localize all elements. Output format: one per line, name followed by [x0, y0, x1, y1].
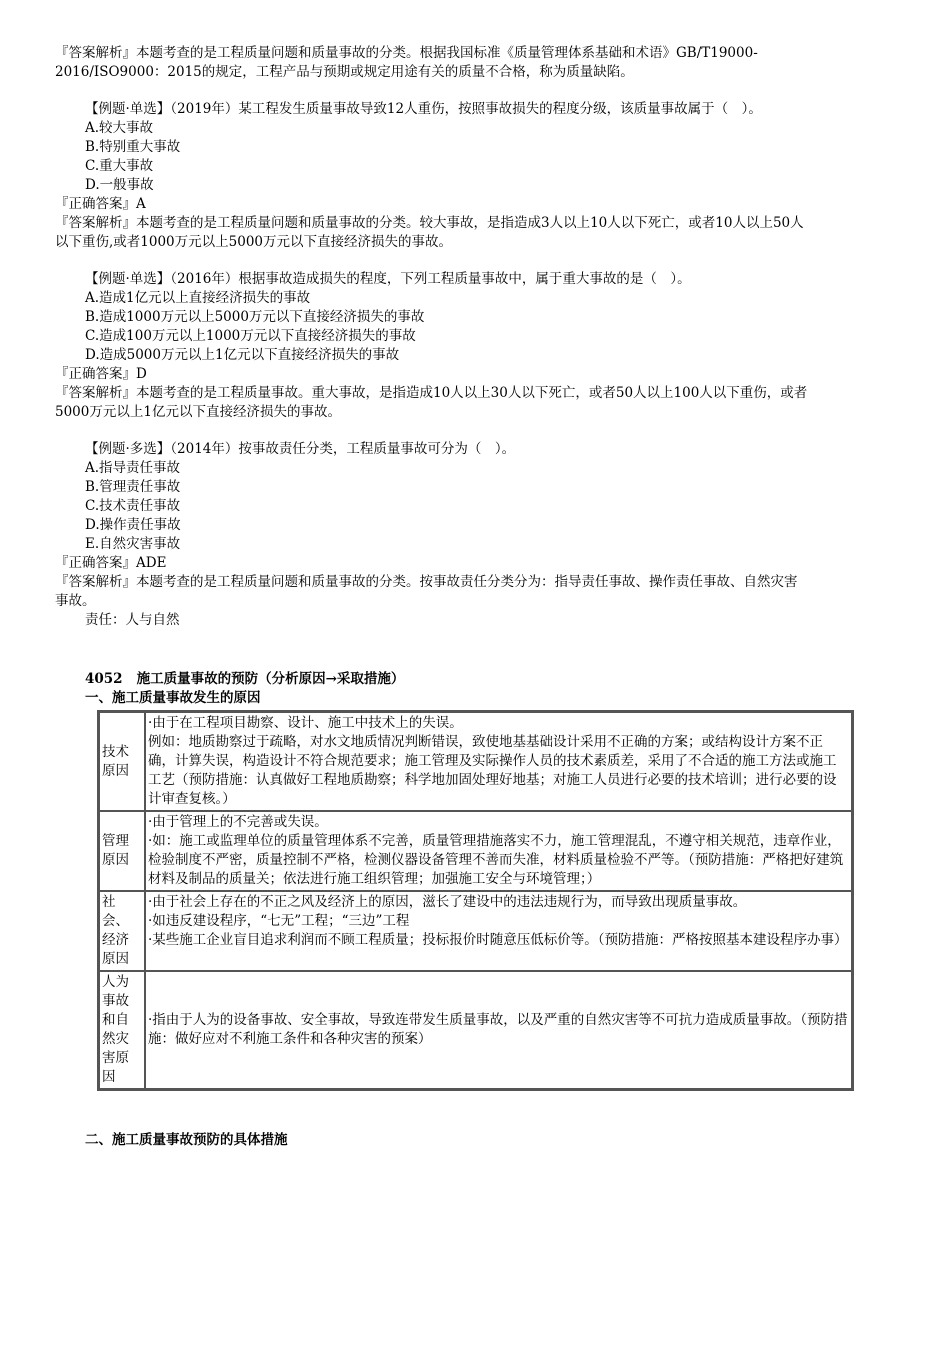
option-c: C.技术责任事故 — [85, 498, 181, 514]
causes-table — [97, 710, 854, 1091]
content-cell: ·由于管理上的不完善或失误。 ·如：施工或监理单位的质量管理体系不完善，质量管理措施落实不力，施工管理混乱，不遵守相关规范，违章作业，检验制度不严密，质量控制不严格，检测仪器设备管理不善而失准，材料质量检验不严等。（预防措施：严格把好建筑材料及制品的质量关；依法进行施工组织管理；加强施工安全与环境管理；） — [145, 811, 852, 891]
subsection-causes-heading: 一、施工质量事故发生的原因 — [85, 690, 261, 706]
table-row — [99, 971, 852, 1089]
category-cell: 社 会、 经济 原因 — [99, 891, 145, 971]
option-d: D.一般事故 — [85, 177, 154, 193]
option-d: D.操作责任事故 — [85, 517, 181, 533]
category-cell: 技术 原因 — [99, 712, 145, 811]
question-stem: 【例题·单选】（2019年）某工程发生质量事故导致12人重伤，按照事故损失的程度分级，该质量事故属于（ ）。 — [85, 101, 762, 117]
content-cell: ·由于在工程项目勘察、设计、施工中技术上的失误。 例如：地质勘察过于疏略，对水文地质情况判断错误，致使地基基础设计采用不正确的方案；或结构设计方案不正确，计算失误，构造设计不符合规范要求；施工管理及实际操作人员的技术素质差，采用了不合适的施工方法或施工工艺（预防措施：认真做好工程地质勘察；科学地加固处理好地基；对施工人员进行必要的技术培训；进行必要的设计审查复核。） — [145, 712, 852, 811]
option-b: B.管理责任事故 — [85, 479, 181, 495]
question-stem: 【例题·单选】（2016年）根据事故造成损失的程度，下列工程质量事故中，属于重大事故的是（ ）。 — [85, 271, 691, 287]
section-heading — [55, 670, 900, 689]
option-a: A.指导责任事故 — [85, 460, 181, 476]
option-a: A.较大事故 — [85, 120, 154, 136]
category-cell: 人为 事故 和自 然灾 害原 因 — [99, 971, 145, 1089]
content-cell: ·指由于人为的设备事故、安全事故，导致连带发生质量事故，以及严重的自然灾害等不可抗力造成质量事故。（预防措施：做好应对不利施工条件和各种灾害的预案） — [145, 971, 852, 1089]
correct-answer: 『正确答案』ADE — [55, 555, 167, 571]
option-e: E.自然灾害事故 — [85, 536, 181, 552]
intro-analysis-line2: 2016/ISO9000：2015的规定，工程产品与预期或规定用途有关的质量不合格，称为质量缺陷。 — [55, 64, 634, 80]
responsibility-note: 责任：人与自然 — [85, 612, 180, 628]
answer-analysis-line2: 5000万元以上1亿元以下直接经济损失的事故。 — [55, 404, 341, 420]
question-3 — [55, 440, 900, 630]
answer-analysis-line2: 以下重伤,或者1000万元以上5000万元以下直接经济损失的事故。 — [55, 234, 453, 250]
table-row — [99, 891, 852, 971]
answer-analysis-line1: 『答案解析』本题考查的是工程质量问题和质量事故的分类。较大事故，是指造成3人以上10人以下死亡，或者10人以上50人 — [55, 215, 804, 231]
category-cell: 管理 原因 — [99, 811, 145, 891]
table-row — [99, 811, 852, 891]
question-1 — [55, 100, 900, 252]
answer-analysis-line1: 『答案解析』本题考查的是工程质量事故。重大事故，是指造成10人以上30人以下死亡，或者50人以上100人以下重伤，或者 — [55, 385, 808, 401]
correct-answer: 『正确答案』A — [55, 196, 146, 212]
section-title: 施工质量事故的预防（分析原因→采取措施） — [136, 671, 405, 687]
option-d: D.造成5000万元以上1亿元以下直接经济损失的事故 — [85, 347, 400, 363]
option-c: C.造成100万元以上1000万元以下直接经济损失的事故 — [85, 328, 416, 344]
question-2 — [55, 270, 900, 422]
option-a: A.造成1亿元以上直接经济损失的事故 — [85, 290, 311, 306]
table-row — [99, 712, 852, 811]
intro-analysis-line1: 『答案解析』本题考查的是工程质量问题和质量事故的分类。根据我国标准《质量管理体系基础和术语》GB/T19000- — [55, 45, 758, 61]
document-page — [55, 44, 900, 1150]
content-cell: ·由于社会上存在的不正之风及经济上的原因，滋长了建设中的违法违规行为，而导致出现质量事故。 ·如违反建设程序，“七无”工程；“三边”工程 ·某些施工企业盲目追求利润而不顾工程质量；投标报价时随意压低标价等。（预防措施：严格按照基本建设程序办事） — [145, 891, 852, 971]
option-b: B.造成1000万元以上5000万元以下直接经济损失的事故 — [85, 309, 425, 325]
correct-answer: 『正确答案』D — [55, 366, 147, 382]
question-stem: 【例题·多选】（2014年）按事故责任分类，工程质量事故可分为（ ）。 — [85, 441, 516, 457]
answer-analysis-line1: 『答案解析』本题考查的是工程质量问题和质量事故的分类。按事故责任分类分为：指导责任事故、操作责任事故、自然灾害 — [55, 574, 798, 590]
answer-analysis-line2: 事故。 — [55, 593, 96, 609]
section-number: 4052 — [85, 671, 123, 687]
option-b: B.特别重大事故 — [85, 139, 181, 155]
option-c: C.重大事故 — [85, 158, 154, 174]
subsection-prevention-heading: 二、施工质量事故预防的具体措施 — [85, 1132, 288, 1148]
